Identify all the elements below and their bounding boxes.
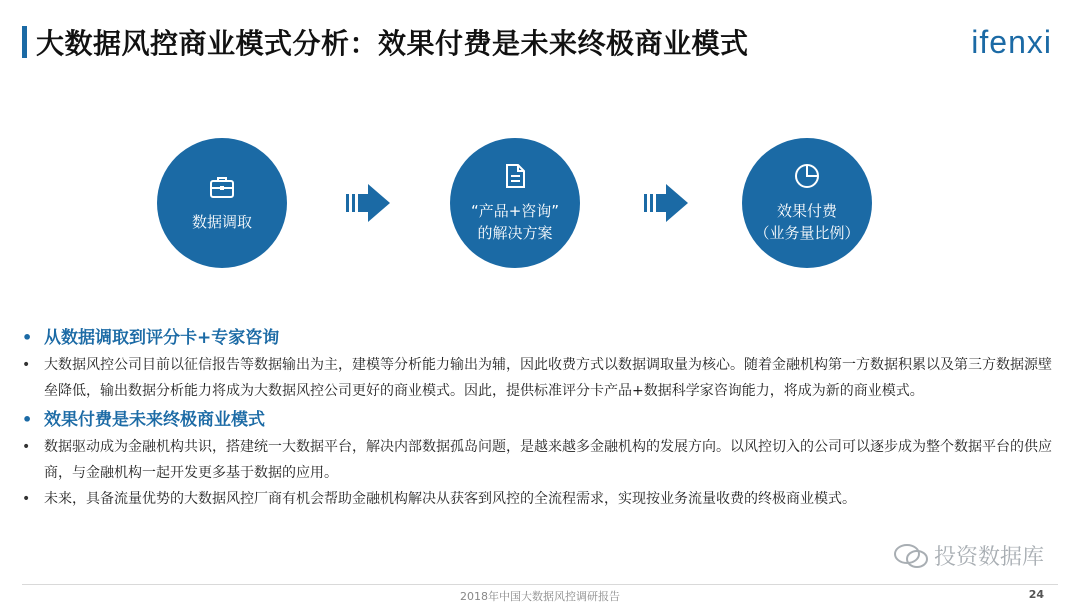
flow-step-data-retrieval [157,138,287,268]
section-heading: • 从数据调取到评分卡+专家咨询 [22,328,280,348]
flow-step-label: 数据调取 [191,213,252,231]
flow-step-label: （业务量比例） [754,224,860,242]
page-number: 24 [1028,588,1044,601]
flow-step-label: 效果付费 [776,202,837,220]
business-model-flow [0,138,1080,268]
flow-step-pay-per-result [742,138,872,268]
flow-step-label: “产品+咨询” [470,202,560,220]
ifenxi-logo [971,24,1052,61]
flow-step-label: 的解决方案 [477,224,553,242]
watermark: 投资数据库 [894,540,1044,571]
report-name: 2018年中国大数据风控调研报告 [460,590,620,603]
pie-chart-icon [793,162,821,190]
section-paragraph: • 大数据风控公司目前以征信报告等数据输出为主，建模等分析能力输出为辅，因此收费方式以数据调取量为核心。随着金融机构第一方数据积累以及第三方数据源壁垒降低，输出数据分析能力将成为大数据风控公司更好的商业模式。因此，提供标准评分卡产品+数据科学家咨询能力，将成为新的商业模式。 [22,357,1052,399]
arrow-right-icon [346,184,394,222]
flow-step-product-consulting [450,138,580,268]
section-paragraph: • 未来，具备流量优势的大数据风控厂商有机会帮助金融机构解决从获客到风控的全流程需求，实现按业务流量收费的终极商业模式。 [22,491,856,507]
wechat-icon [894,543,928,569]
logo-text: ifenxi [971,24,1052,60]
title-accent-bar [22,26,27,58]
document-icon [501,162,529,190]
section-paragraph: • 数据驱动成为金融机构共识，搭建统一大数据平台，解决内部数据孤岛问题，是越来越多金融机构的发展方向。以风控切入的公司可以逐步成为整个数据平台的供应商，与金融机构一起开发更多基于数据的应用。 [22,439,1052,481]
briefcase-icon [208,173,236,201]
footer-divider [22,584,1058,585]
section-heading: • 效果付费是未来终极商业模式 [22,410,265,430]
page-title: 大数据风控商业模式分析：效果付费是未来终极商业模式 [36,27,749,60]
arrow-right-icon [644,184,692,222]
analysis-text [22,322,1057,512]
